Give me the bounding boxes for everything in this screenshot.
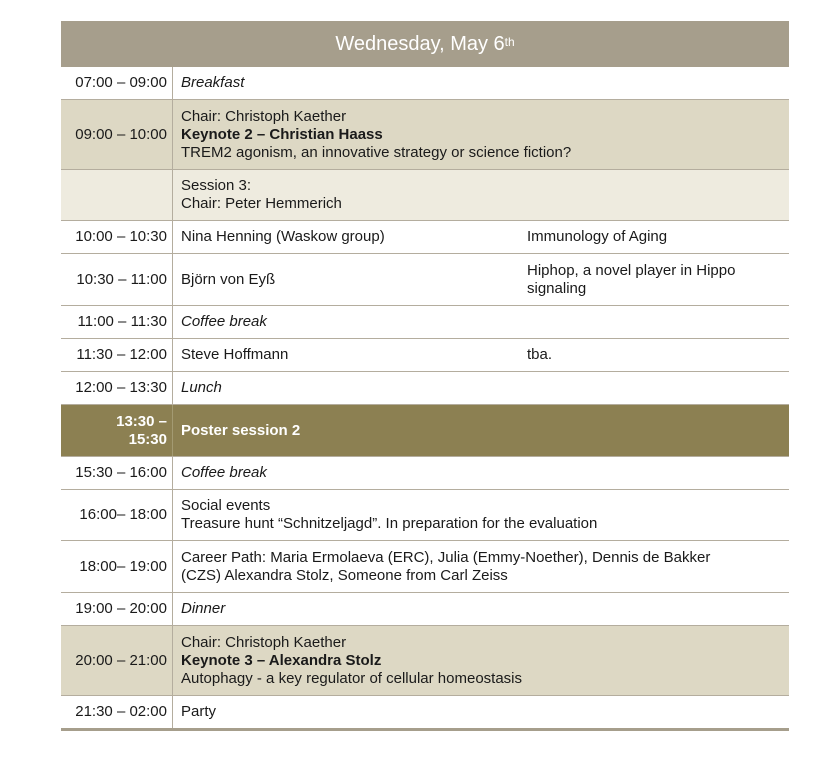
- speaker-cell: Björn von Eyß: [181, 270, 276, 288]
- day-title-superscript: th: [504, 35, 515, 49]
- activity-cell: [173, 541, 789, 592]
- table-row: [61, 170, 789, 221]
- activity-cell: [173, 339, 789, 371]
- activity-line: Treasure hunt “Schnitzeljagd”. In preparation for the evaluation: [181, 515, 598, 532]
- activity-cell: [173, 490, 789, 540]
- activity-cell: Coffee break: [181, 313, 267, 330]
- time-cell: [61, 170, 173, 220]
- day-header: [61, 21, 789, 67]
- table-row: [61, 221, 789, 254]
- table-row: [61, 593, 789, 626]
- talk-title-cell: Immunology of Aging: [527, 228, 668, 245]
- table-row: [61, 339, 789, 372]
- time-cell: 07:00 – 09:00: [61, 67, 173, 99]
- table-row: [61, 541, 789, 593]
- activity-cell: [173, 626, 789, 695]
- table-row: [61, 696, 789, 731]
- time-cell: 16:00– 18:00: [61, 490, 173, 540]
- table-row: [61, 626, 789, 696]
- activity-cell: [173, 170, 789, 220]
- table-row: [61, 254, 789, 306]
- time-cell: 12:00 – 13:30: [61, 372, 173, 404]
- activity-line: Career Path: Maria Ermolaeva (ERC), Julia (Emmy-Noether), Dennis de Bakker: [181, 548, 711, 566]
- keynote-title: Keynote 2 – Christian Haass: [181, 125, 383, 143]
- activity-cell: Breakfast: [181, 74, 245, 91]
- activity-cell: Coffee break: [181, 464, 267, 481]
- chair-text: Chair: Peter Hemmerich: [181, 195, 342, 212]
- talk-title: Autophagy - a key regulator of cellular homeostasis: [181, 669, 523, 687]
- speaker-cell: Nina Henning (Waskow group): [181, 228, 385, 245]
- time-cell: 15:30 – 16:00: [61, 457, 173, 489]
- activity-cell: Poster session 2: [181, 421, 301, 439]
- table-row: [61, 490, 789, 541]
- activity-line: (CZS) Alexandra Stolz, Someone from Carl Zeiss: [181, 566, 508, 584]
- activity-cell: Lunch: [181, 379, 222, 396]
- table-row: [61, 405, 789, 457]
- time-cell: 11:30 – 12:00: [61, 339, 173, 371]
- activity-cell: Party: [181, 703, 217, 720]
- table-row: [61, 306, 789, 339]
- talk-title-cell: Hiphop, a novel player in Hippo signaling: [527, 261, 736, 297]
- table-row: [61, 100, 789, 170]
- time-cell: 21:30 – 02:00: [61, 696, 173, 728]
- day-title: Wednesday, May 6: [335, 32, 505, 55]
- chair-text: Chair: Christoph Kaether: [181, 633, 347, 651]
- time-cell: [61, 405, 173, 456]
- time-cell: 09:00 – 10:00: [61, 100, 173, 169]
- activity-cell: [173, 100, 789, 169]
- table-row: [61, 457, 789, 490]
- speaker-cell: Steve Hoffmann: [181, 346, 289, 363]
- activity-cell: Dinner: [181, 600, 226, 617]
- keynote-title: Keynote 3 – Alexandra Stolz: [181, 651, 382, 669]
- activity-cell: [173, 221, 789, 253]
- activity-cell: [173, 254, 789, 305]
- talk-title: TREM2 agonism, an innovative strategy or science fiction?: [181, 143, 572, 161]
- schedule-table: [61, 21, 789, 731]
- time-cell: 10:00 – 10:30: [61, 221, 173, 253]
- session-label: Session 3:: [181, 177, 252, 194]
- time-cell: 11:00 – 11:30: [61, 306, 173, 338]
- time-cell: 19:00 – 20:00: [61, 593, 173, 625]
- chair-text: Chair: Christoph Kaether: [181, 107, 347, 125]
- time-cell: 18:00– 19:00: [61, 541, 173, 592]
- time-end: 15:30: [128, 430, 167, 448]
- table-row: [61, 372, 789, 405]
- time-start: 13:30 –: [116, 412, 167, 430]
- talk-title-cell: tba.: [527, 346, 553, 363]
- time-cell: 20:00 – 21:00: [61, 626, 173, 695]
- time-cell: 10:30 – 11:00: [61, 254, 173, 305]
- table-row: [61, 67, 789, 100]
- activity-line: Social events: [181, 497, 271, 514]
